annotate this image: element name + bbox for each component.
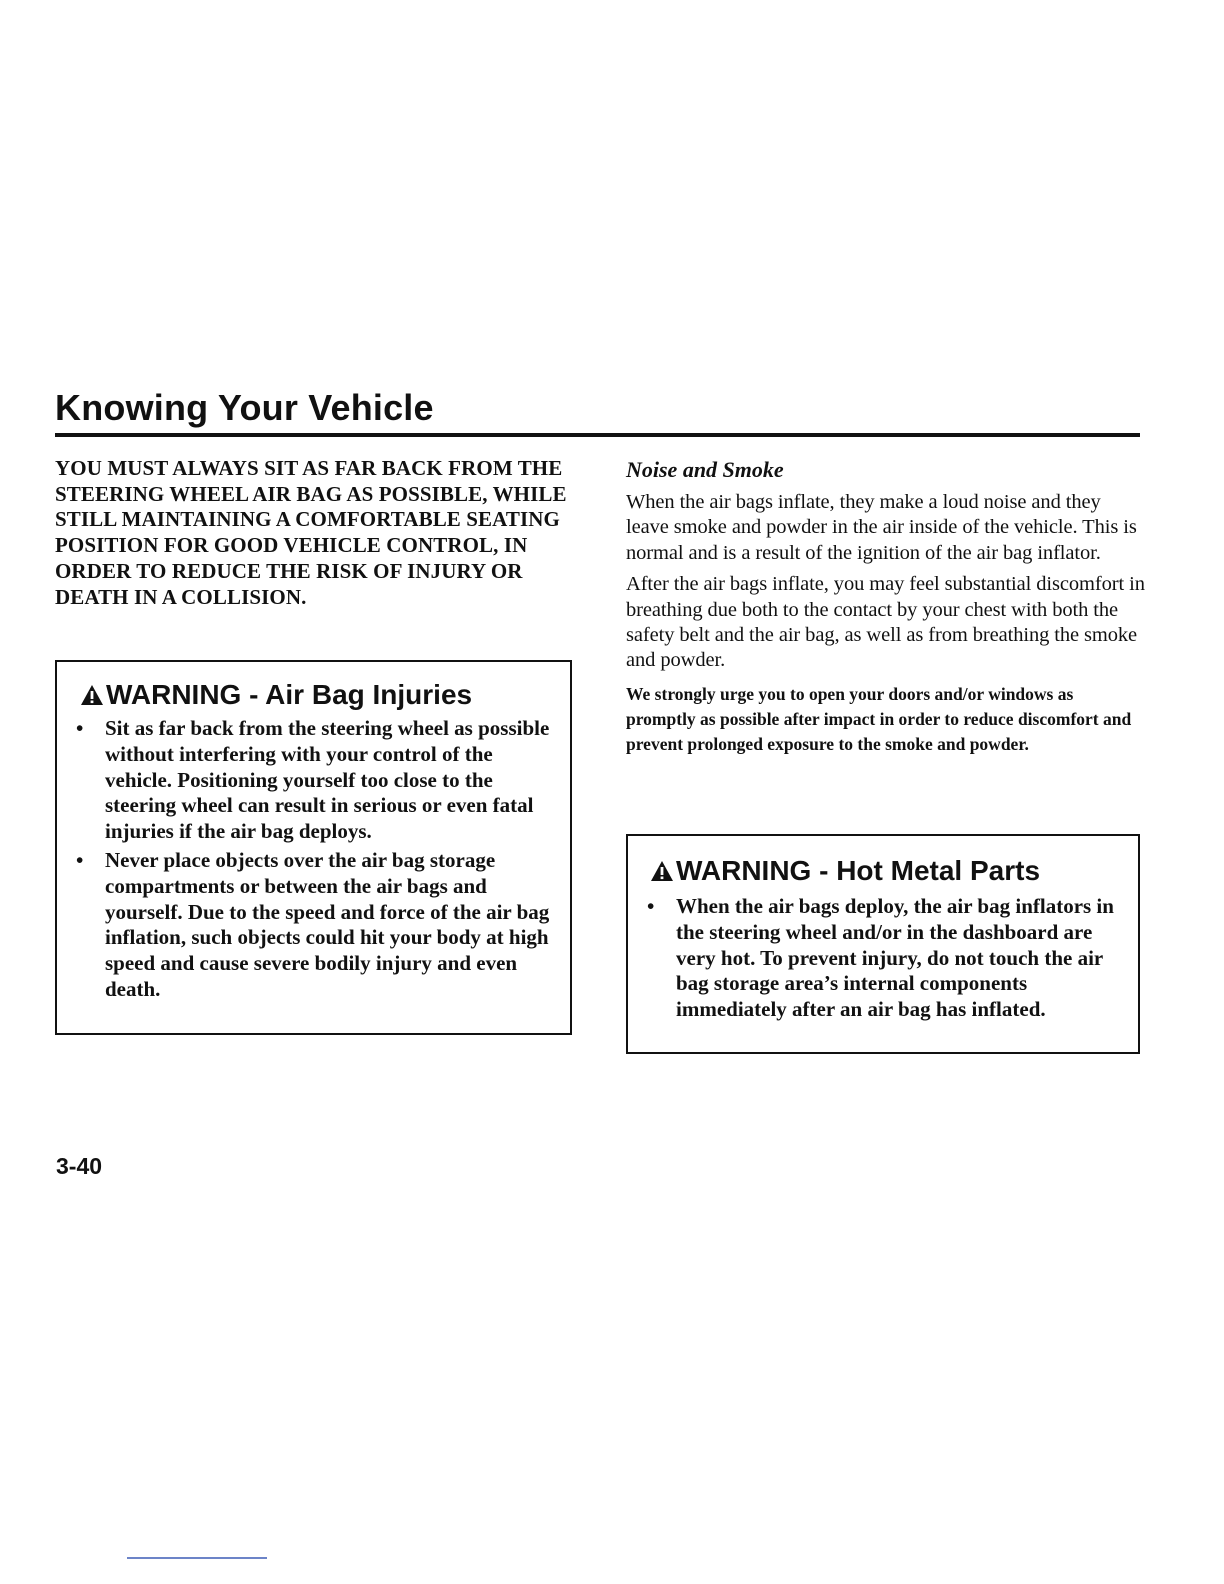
header-divider [55,433,1140,437]
warning-box-air-bag-injuries [55,660,572,1035]
list-item [628,894,1138,1023]
warning-list-hot-metal [628,894,1138,1023]
footer-link-underline [127,1557,267,1559]
left-column [55,456,580,610]
warning-item-text: When the air bags deploy, the air bag inflators in the steering wheel and/or in the dashboard are very hot. To prevent injury, do not touch the air bag storage area’s internal components immediately after an air bag has inflated. [676,894,1114,1022]
seating-position-notice: YOU MUST ALWAYS SIT AS FAR BACK FROM THE STEERING WHEEL AIR BAG AS POSSIBLE, WHILE STILL MAINTAINING A COMFORTABLE SEATING POSITION FOR GOOD VEHICLE CONTROL, IN ORDER TO REDUCE THE RISK OF INJURY OR DEATH IN A COLLISION. [55,456,567,609]
paragraph: After the air bags inflate, you may feel substantial discomfort in breathing due both to the contact by your chest with both the safety belt and the air bag, as well as from breathing the smoke and powder. [626,573,1145,672]
warning-title-air-bag-injuries [57,662,570,712]
page-number: 3-40 [56,1153,103,1179]
right-column [626,456,1146,757]
list-item [57,848,570,1003]
bullet-icon: • [76,716,84,740]
warning-box-hot-metal-parts [626,834,1140,1054]
recommendation-paragraph: We strongly urge you to open your doors and/or windows as promptly as possible after impact in order to reduce discomfort and prevent prolonged exposure to the smoke and powder. [626,683,1132,754]
warning-item-text: Never place objects over the air bag storage compartments or between the air bags and yourself. Due to the speed and force of the air bag inflation, such objects could hit your body at high speed and cause severe bodily injury and even death. [105,847,550,1001]
warning-list-air-bag [57,716,570,1003]
paragraph: When the air bags inflate, they make a loud noise and they leave smoke and powder in the air inside of the vehicle. This is normal and is a result of the ignition of the air bag inflator. [626,491,1137,564]
warning-title-text: WARNING - Air Bag Injuries [106,679,473,710]
list-item [57,716,570,845]
warning-triangle-icon [80,684,104,706]
page-section-title: Knowing Your Vehicle [55,387,434,428]
subsection-title: Noise and Smoke [626,457,784,482]
warning-title-hot-metal-parts [628,836,1138,888]
bullet-icon: • [647,894,655,918]
warning-title-text: WARNING - Hot Metal Parts [676,855,1041,886]
warning-triangle-icon [650,860,674,882]
bullet-icon: • [76,847,84,872]
warning-item-text: Sit as far back from the steering wheel as possible without interfering with your control of the vehicle. Positioning yourself too close to the steering wheel can result in serious or even fatal injuries if the air bag deploys. [105,716,550,844]
